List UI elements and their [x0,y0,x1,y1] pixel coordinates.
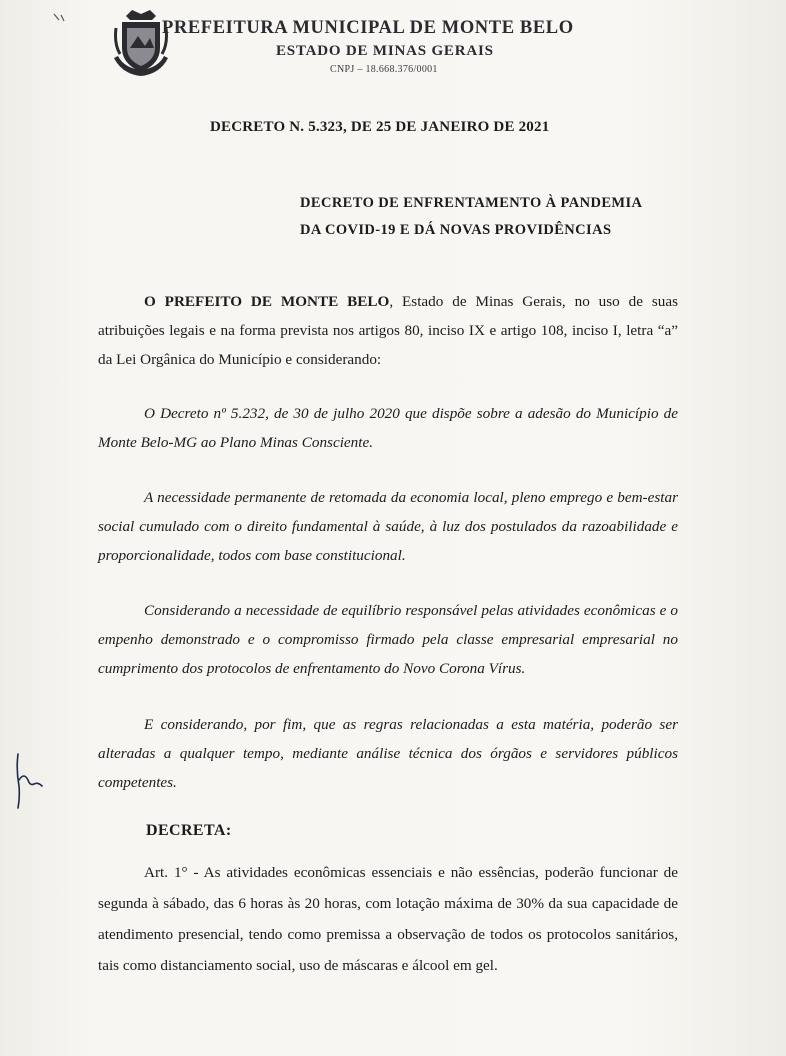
decreta-heading: DECRETA: [146,822,232,839]
preamble-text: , Estado de Minas Gerais, no uso de suas atribuições legais e na forma prevista nos artigos 80, inciso IX e artigo 108, inciso I, letra “a” da Lei Orgânica do Município e considerando: [98,293,678,368]
state-name: ESTADO DE MINAS GERAIS [276,43,494,59]
preamble-paragraph [98,287,678,374]
summary-line-2: DA COVID-19 E DÁ NOVAS PROVIDÊNCIAS [300,222,612,238]
consideration-paragraph [98,483,678,570]
summary-line-1: DECRETO DE ENFRENTAMENTO À PANDEMIA [300,195,643,211]
article-1-paragraph [98,857,678,981]
decree-title: DECRETO N. 5.323, DE 25 DE JANEIRO DE 2021 [210,119,550,135]
consideration-text: O Decreto nº 5.232, de 30 de julho 2020 que dispõe sobre a adesão do Município de Monte Belo-MG ao Plano Minas Consciente. [98,405,678,451]
cnpj-number: CNPJ – 18.668.376/0001 [330,64,438,75]
article-label: Art. 1° - [144,864,199,881]
consideration-text: Considerando a necessidade de equilíbrio responsável pelas atividades econômicas e o empenho demonstrado e o compromisso firmado pela classe empresarial empresarial no cumprimento dos protocolos de enfrentamento do Novo Corona Vírus. [98,602,678,677]
municipality-name: PREFEITURA MUNICIPAL DE MONTE BELO [162,18,574,38]
preamble-lead: O PREFEITO DE MONTE BELO [144,293,390,310]
article-text: As atividades econômicas essenciais e não essências, poderão funcionar de segunda à sábado, das 6 horas às 20 horas, com lotação máxima de 30% da sua capacidade de atendimento presencial, tendo como premissa a observação de todos os protocolos sanitários, tais como distanciamento social, uso de máscaras e álcool em gel. [98,864,678,974]
initials-signature [10,750,44,810]
consideration-paragraph [98,596,678,683]
consideration-text: E considerando, por fim, que as regras relacionadas a esta matéria, poderão ser alteradas a qualquer tempo, mediante análise técnica dos órgãos e servidores públicos competentes. [98,716,678,791]
decree-summary [300,190,642,244]
consideration-paragraph [98,399,678,457]
consideration-paragraph [98,710,678,797]
stray-mark [52,12,66,24]
consideration-text: A necessidade permanente de retomada da economia local, pleno emprego e bem-estar social cumulado com o direito fundamental à saúde, à luz dos postulados da razoabilidade e proporcionalidade, todos com base constitucional. [98,489,678,564]
